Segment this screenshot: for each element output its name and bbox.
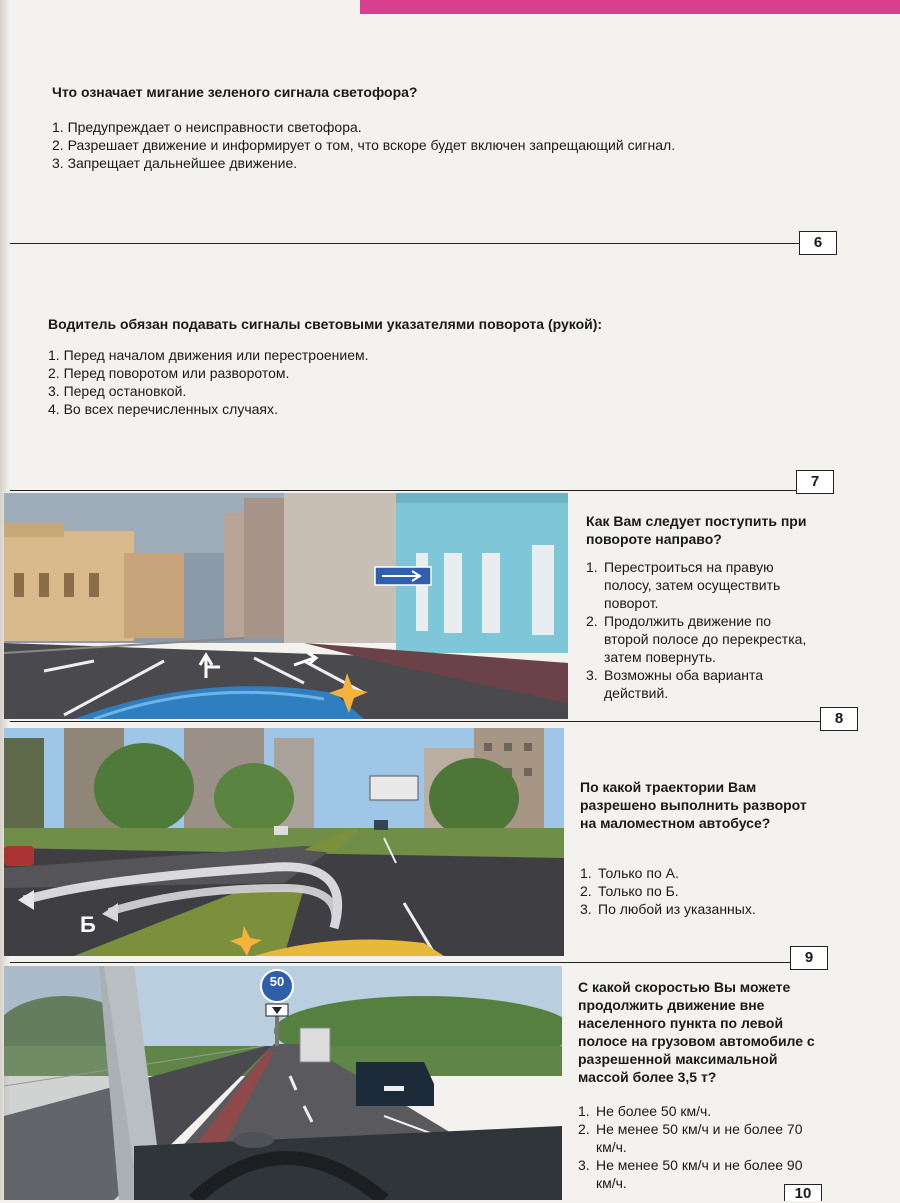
top-header-band <box>0 0 900 14</box>
section-divider <box>10 490 796 491</box>
answer-option[interactable]: 2. Только по Б. <box>580 883 679 899</box>
question-5-text: Что означает мигание зеленого сигнала светофора? <box>52 84 418 100</box>
question-8-photo <box>4 728 564 956</box>
answer-option[interactable]: 3. Запрещает дальнейшее движение. <box>52 155 298 171</box>
answer-option[interactable]: 1. Перестроиться на правую полосу, затем осуществить поворот. <box>586 559 781 611</box>
answer-option[interactable]: 1. Не более 50 км/ч. <box>578 1103 712 1119</box>
answer-option[interactable]: 3. Возможны оба варианта действий. <box>586 667 764 701</box>
answer-option[interactable]: 4. Во всех перечисленных случаях. <box>48 401 278 417</box>
question-6-text: Водитель обязан подавать сигналы световыми указателями поворота (рукой): <box>48 316 603 332</box>
answer-option[interactable]: 3. По любой из указанных. <box>580 901 756 917</box>
question-number-9: 9 <box>790 946 828 970</box>
answer-option[interactable]: 3. Не менее 50 км/ч и не более 90 км/ч. <box>578 1157 803 1191</box>
answer-option[interactable]: 3. Перед остановкой. <box>48 383 187 399</box>
question-6-answers <box>48 346 369 418</box>
section-divider <box>10 962 790 963</box>
answer-option[interactable]: 1. Только по А. <box>580 865 679 881</box>
question-5-answers <box>52 118 675 172</box>
city-street-scene <box>4 493 568 719</box>
speed-limit-sign: 50 <box>269 974 285 989</box>
answer-option[interactable]: 1. Предупреждает о неисправности светофора. <box>52 119 362 135</box>
question-7-answers <box>586 558 816 702</box>
question-number-10: 10 <box>784 1184 822 1201</box>
answer-option[interactable]: 2. Не менее 50 км/ч и не более 70 км/ч. <box>578 1121 803 1155</box>
question-7-text: Как Вам следует поступить при повороте направо? <box>586 513 807 547</box>
trajectory-label-b: Б <box>80 912 96 937</box>
answer-option[interactable]: 2. Разрешает движение и информирует о том, что вскоре будет включен запрещающий сигнал. <box>52 137 676 153</box>
question-number-6: 6 <box>799 231 837 255</box>
question-8-answers <box>580 864 810 918</box>
question-9-photo <box>4 966 562 1200</box>
question-8-text: По какой траектории Вам разрешено выполнить разворот на маломестном автобусе? <box>580 779 807 831</box>
answer-option[interactable]: 2. Продолжить движение по второй полосе до перекрестка, затем повернуть. <box>586 613 807 665</box>
question-9-text: С какой скоростью Вы можете продолжить движение вне населенного пункта по левой полосе на грузовом автомобиле с разрешенной максимальной массой более 3,5 т? <box>578 979 815 1085</box>
section-divider <box>10 243 800 244</box>
question-number-8: 8 <box>820 707 858 731</box>
question-number-7: 7 <box>796 470 834 494</box>
answer-option[interactable]: 1. Перед началом движения или перестроением. <box>48 347 369 363</box>
answer-option[interactable]: 2. Перед поворотом или разворотом. <box>48 365 290 381</box>
category-header-strip <box>360 0 900 14</box>
highway-truck-scene <box>4 966 562 1200</box>
question-7-photo <box>4 493 568 719</box>
question-9-answers <box>578 1102 808 1192</box>
section-divider <box>10 721 820 722</box>
